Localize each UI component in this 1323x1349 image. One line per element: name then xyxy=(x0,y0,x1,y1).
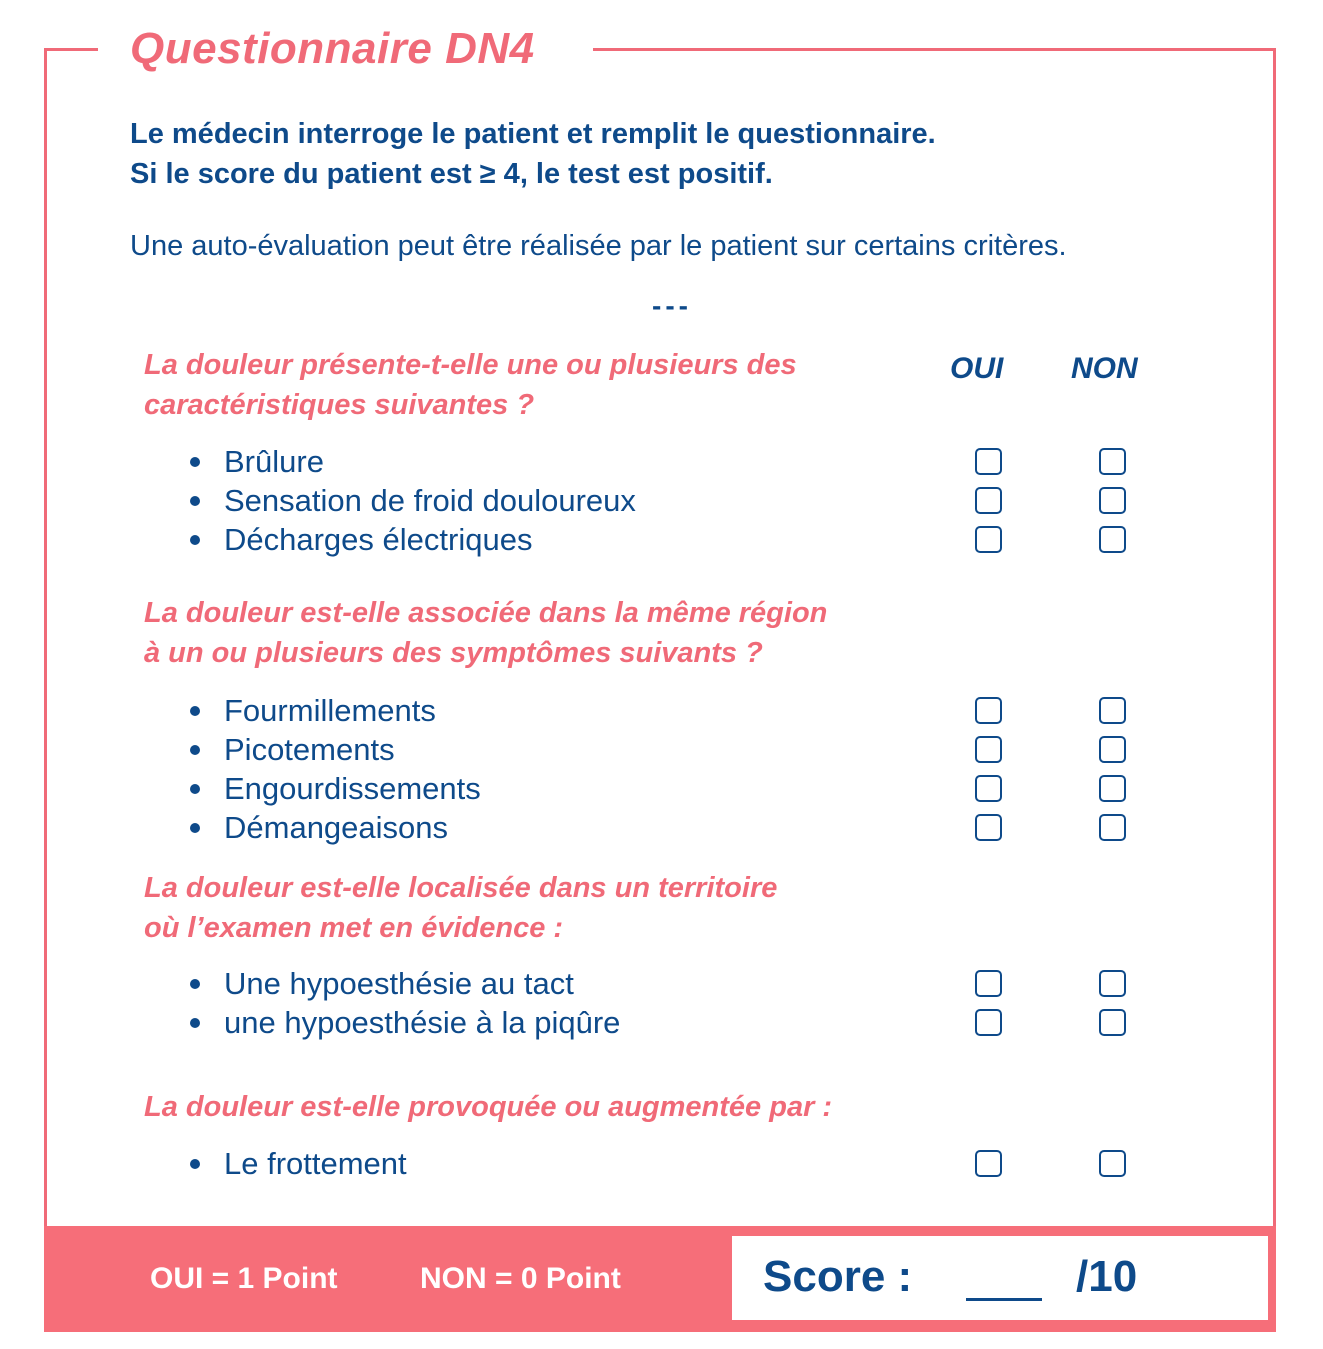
checkbox-non[interactable] xyxy=(1099,697,1126,724)
question-line: à un ou plusieurs des symptômes suivants ? xyxy=(144,637,763,669)
question-3 xyxy=(144,868,777,948)
bullet-icon xyxy=(190,457,200,467)
question-line: caractéristiques suivantes ? xyxy=(144,389,535,421)
list-item xyxy=(186,691,1146,730)
checkbox-oui[interactable] xyxy=(975,775,1002,802)
item-label: Brûlure xyxy=(224,444,324,479)
checkbox-oui[interactable] xyxy=(975,1009,1002,1036)
checkbox-oui[interactable] xyxy=(975,736,1002,763)
checkbox-non[interactable] xyxy=(1099,775,1126,802)
list-item xyxy=(186,808,1146,847)
bullet-icon xyxy=(190,535,200,545)
bullet-icon xyxy=(190,1159,200,1169)
list-item xyxy=(186,520,1146,559)
self-assessment-note: Une auto-évaluation peut être réalisée par le patient sur certains critères. xyxy=(130,230,1067,262)
checkbox-oui[interactable] xyxy=(975,970,1002,997)
item-label: une hypoesthésie à la piqûre xyxy=(224,1005,621,1040)
item-label: Picotements xyxy=(224,732,395,767)
question-line: La douleur est-elle localisée dans un territoire xyxy=(144,872,778,904)
checkbox-oui[interactable] xyxy=(975,448,1002,475)
question-2 xyxy=(144,593,827,673)
checkbox-oui[interactable] xyxy=(975,697,1002,724)
question-line: La douleur présente-t-elle une ou plusieurs des xyxy=(144,349,797,381)
score-input-line[interactable] xyxy=(966,1298,1042,1301)
list-item xyxy=(186,730,1146,769)
column-header-non: NON xyxy=(1071,352,1138,385)
question-4 xyxy=(144,1087,832,1127)
bullet-icon xyxy=(190,784,200,794)
list-item xyxy=(186,481,1146,520)
question-line: où l’examen met en évidence : xyxy=(144,912,564,944)
item-label: Le frottement xyxy=(224,1146,407,1181)
question-1 xyxy=(144,345,797,425)
checkbox-non[interactable] xyxy=(1099,736,1126,763)
checkbox-non[interactable] xyxy=(1099,526,1126,553)
checkbox-non[interactable] xyxy=(1099,1009,1126,1036)
checkbox-non[interactable] xyxy=(1099,1150,1126,1177)
list-item xyxy=(186,769,1146,808)
list-item xyxy=(186,1144,1146,1183)
checkbox-non[interactable] xyxy=(1099,487,1126,514)
bullet-icon xyxy=(190,496,200,506)
checkbox-non[interactable] xyxy=(1099,970,1126,997)
intro-line: Le médecin interroge le patient et remplit le questionnaire. xyxy=(130,118,936,150)
list-item xyxy=(186,442,1146,481)
checkbox-oui[interactable] xyxy=(975,487,1002,514)
legend-non-points: NON = 0 Point xyxy=(420,1262,621,1295)
item-label: Sensation de froid douloureux xyxy=(224,483,636,518)
list-item xyxy=(186,1003,1146,1042)
legend-oui-points: OUI = 1 Point xyxy=(150,1262,338,1295)
question-line: La douleur est-elle associée dans la même région xyxy=(144,597,828,629)
intro-text xyxy=(130,114,936,194)
checkbox-non[interactable] xyxy=(1099,448,1126,475)
item-label: Une hypoesthésie au tact xyxy=(224,966,574,1001)
score-label: Score : xyxy=(763,1252,913,1301)
score-total: /10 xyxy=(1076,1252,1138,1301)
list-item xyxy=(186,964,1146,1003)
checkbox-oui[interactable] xyxy=(975,1150,1002,1177)
item-label: Démangeaisons xyxy=(224,810,449,845)
bullet-icon xyxy=(190,1018,200,1028)
intro-line: Si le score du patient est ≥ 4, le test est positif. xyxy=(130,158,773,190)
bullet-icon xyxy=(190,745,200,755)
page-title: Questionnaire DN4 xyxy=(130,24,535,73)
item-label: Décharges électriques xyxy=(224,522,533,557)
checkbox-oui[interactable] xyxy=(975,814,1002,841)
checkbox-non[interactable] xyxy=(1099,814,1126,841)
question-line: La douleur est-elle provoquée ou augmentée par : xyxy=(144,1091,833,1123)
checkbox-oui[interactable] xyxy=(975,526,1002,553)
item-label: Fourmillements xyxy=(224,693,436,728)
item-label: Engourdissements xyxy=(224,771,481,806)
separator: --- xyxy=(652,290,692,321)
bullet-icon xyxy=(190,706,200,716)
bullet-icon xyxy=(190,823,200,833)
bullet-icon xyxy=(190,979,200,989)
column-header-oui: OUI xyxy=(950,352,1004,385)
